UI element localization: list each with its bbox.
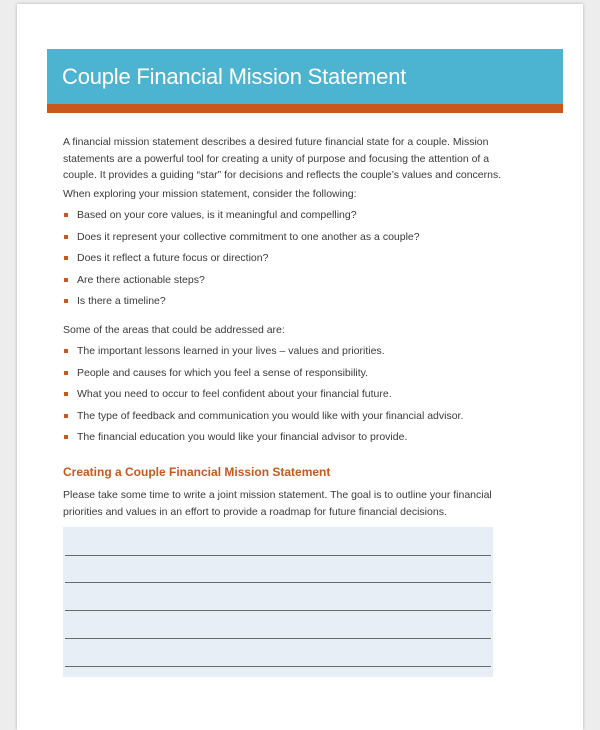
mission-statement-writing-area[interactable] xyxy=(63,527,493,677)
list-item-text: What you need to occur to feel confident about your financial future. xyxy=(77,388,392,401)
list-item-text: Is there a timeline? xyxy=(77,295,166,308)
bullet-icon xyxy=(64,414,68,418)
list-item-text: Does it represent your collective commitment to one another as a couple? xyxy=(77,230,420,243)
list-item xyxy=(63,386,463,408)
bullet-icon xyxy=(64,299,68,303)
list-item xyxy=(63,365,463,387)
bullet-icon xyxy=(64,256,68,260)
list-item xyxy=(63,272,420,294)
list-item xyxy=(63,207,420,229)
list-item-text: Does it reflect a future focus or direction? xyxy=(77,252,269,265)
writing-line xyxy=(65,582,491,583)
list-item xyxy=(63,429,463,451)
areas-list xyxy=(63,343,463,451)
writing-line xyxy=(65,610,491,611)
bullet-icon xyxy=(64,371,68,375)
bullet-icon xyxy=(64,392,68,396)
writing-line xyxy=(65,555,491,556)
list-item xyxy=(63,408,463,430)
list-item xyxy=(63,250,420,272)
list-item-text: People and causes for which you feel a sense of responsibility. xyxy=(77,366,369,379)
title-accent-rule xyxy=(47,104,563,113)
title-banner xyxy=(47,49,563,104)
bullet-icon xyxy=(64,278,68,282)
document-title: Couple Financial Mission Statement xyxy=(62,64,407,89)
bullet-icon xyxy=(64,213,68,217)
section-paragraph: Please take some time to write a joint mission statement. The goal is to outline your financial priorities and values in an effort to provide a roadmap for future financial decisions. xyxy=(63,489,492,518)
bullet-icon xyxy=(64,349,68,353)
list-item xyxy=(63,343,463,365)
list-item xyxy=(63,229,420,251)
bullet-icon xyxy=(64,235,68,239)
list-item-text: Based on your core values, is it meaningful and compelling? xyxy=(77,209,357,221)
writing-line xyxy=(65,638,491,639)
document-page xyxy=(17,4,583,730)
writing-line xyxy=(65,666,491,667)
intro-paragraph: A financial mission statement describes a desired future financial state for a couple. Mission statements are a powerful tool for creating a unity of purpose and focusing the attention of a couple. It provides a guiding “star” for decisions and reflects the couple’s values and concerns. xyxy=(63,136,502,181)
list-item-text: The financial education you would like your financial advisor to provide. xyxy=(77,431,408,444)
explore-lead-text: When exploring your mission statement, consider the following: xyxy=(63,188,357,200)
list-item xyxy=(63,293,420,315)
section-heading: Creating a Couple Financial Mission Statement xyxy=(63,465,331,479)
list-item-text: The type of feedback and communication you would like with your financial advisor. xyxy=(77,409,464,422)
list-item-text: The important lessons learned in your lives – values and priorities. xyxy=(77,345,385,357)
bullet-icon xyxy=(64,435,68,439)
explore-list xyxy=(63,207,420,315)
list-item-text: Are there actionable steps? xyxy=(77,273,205,286)
areas-lead-text: Some of the areas that could be addressed are: xyxy=(63,324,285,336)
